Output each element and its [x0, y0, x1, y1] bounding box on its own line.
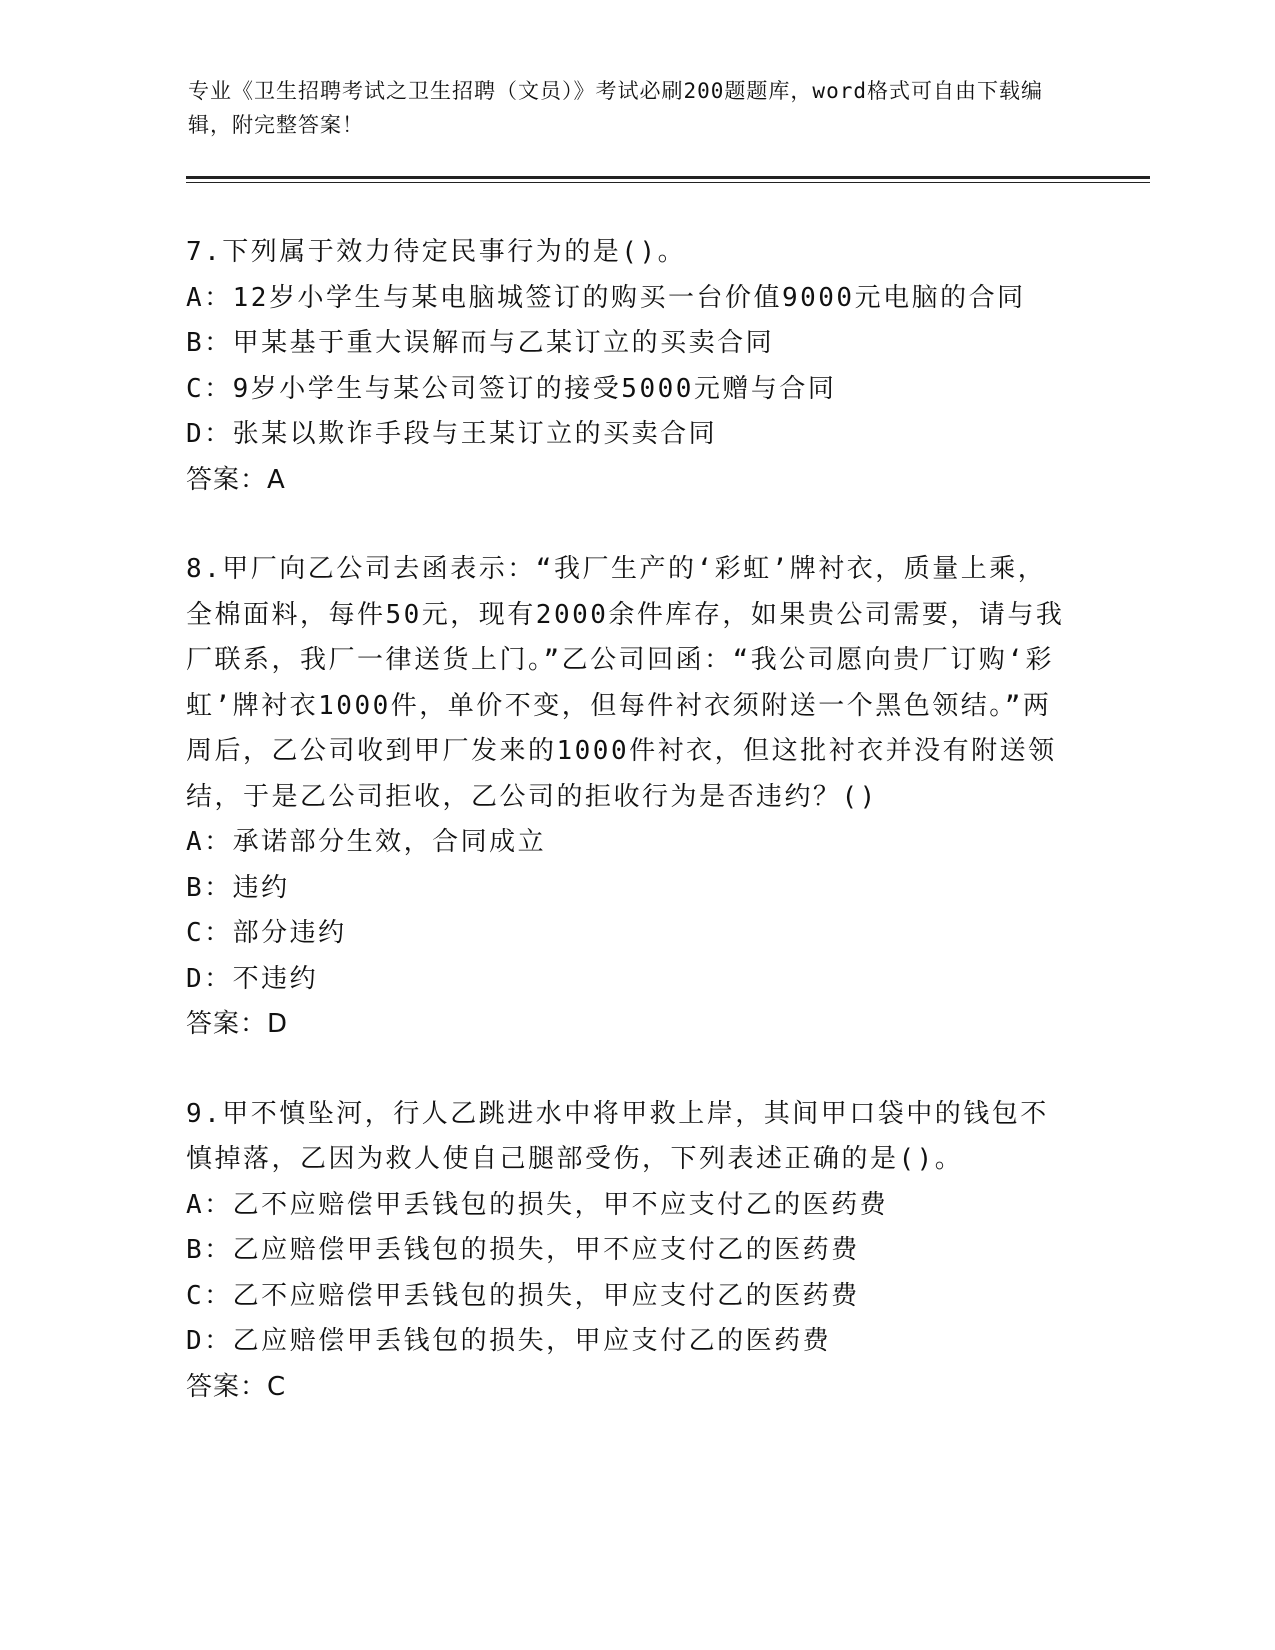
question-7	[186, 230, 1086, 503]
option-b: B：违约	[186, 872, 290, 903]
answer-line: 答案：A	[186, 464, 286, 495]
option-d: D：乙应赔偿甲丢钱包的损失，甲应支付乙的医药费	[186, 1326, 832, 1356]
option-d: D：张某以欺诈手段与王某订立的买卖合同	[186, 419, 718, 449]
question-stem: 7.下列属于效力待定民事行为的是()。	[186, 237, 687, 267]
answer-line: 答案：D	[186, 1009, 289, 1039]
option-a: A：12岁小学生与某电脑城签订的购买一台价值9000元电脑的合同	[186, 282, 1026, 313]
question-stem: 8.甲厂向乙公司去函表示：“我厂生产的‘彩虹’牌衬衣，质量上乘，全棉面料，每件50元，现有2000余件库存，如果贵公司需要，请与我厂联系，我厂一律送货上门。”乙公司回函：“我公司愿向贵厂订购‘彩虹’牌衬衣1000件，单价不变，但每件衬衣须附送一个黑色领结。”两周后，乙公司收到甲厂发来的1000件衬衣，但这批衬衣并没有附送领结，于是乙公司拒收，乙公司的拒收行为是否违约？()	[186, 554, 1065, 812]
header-divider-thick	[186, 176, 1150, 179]
question-9	[186, 1092, 1086, 1411]
option-b: B：乙应赔偿甲丢钱包的损失，甲不应支付乙的医药费	[186, 1235, 860, 1265]
option-c: C：乙不应赔偿甲丢钱包的损失，甲应支付乙的医药费	[186, 1280, 860, 1311]
option-a: A：承诺部分生效，合同成立	[186, 827, 547, 857]
option-c: C：9岁小学生与某公司签订的接受5000元赠与合同	[186, 373, 837, 404]
document-header: 专业《卫生招聘考试之卫生招聘（文员）》考试必刷200题题库，word格式可自由下载编辑，附完整答案！	[188, 79, 1043, 137]
answer-line: 答案：C	[186, 1371, 287, 1402]
question-8	[186, 547, 1086, 1048]
question-stem: 9.甲不慎坠河，行人乙跳进水中将甲救上岸，其间甲口袋中的钱包不慎掉落，乙因为救人使自己腿部受伤，下列表述正确的是()。	[186, 1098, 1049, 1174]
option-c: C：部分违约	[186, 918, 347, 948]
option-d: D：不违约	[186, 963, 319, 994]
header-divider-thin	[186, 182, 1150, 183]
option-b: B：甲某基于重大误解而与乙某订立的买卖合同	[186, 328, 775, 358]
question-list	[186, 230, 1086, 1454]
option-a: A：乙不应赔偿甲丢钱包的损失，甲不应支付乙的医药费	[186, 1189, 889, 1220]
